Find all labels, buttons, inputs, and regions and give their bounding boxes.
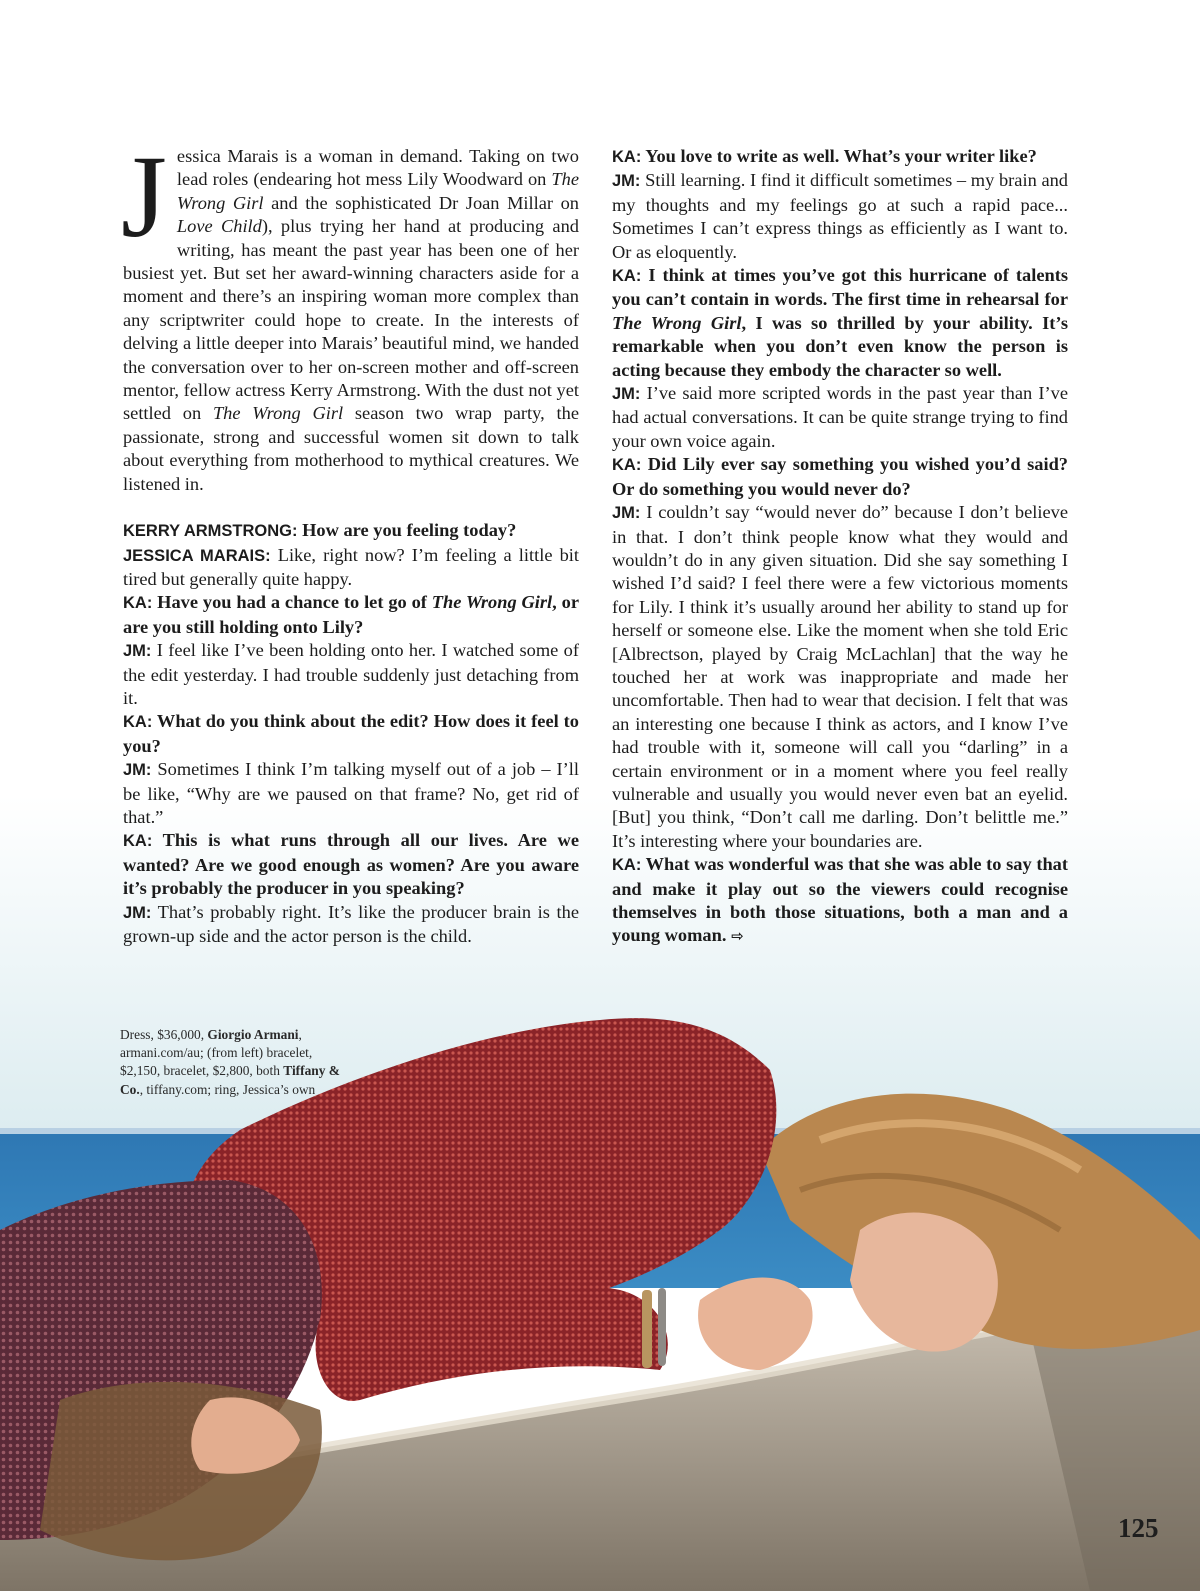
- interview-answer: [612, 169, 1068, 264]
- interview-answer: [123, 639, 579, 710]
- text-run: I couldn’t say “would never do” because I don’t believe in that. I don’t think people know what they would and wouldn’t do in any given situation. Did she say something I wished I’d said? I feel there were a few victorious moments for Lily. I think it’s usually around her ability to stand up for herself or someone else. Like the moment when she told Eric [Albrectson, played by Craig McLachlan] that the way he touched her at work was inappropriate and made her uncomfortable. Then had to wear that decision. I felt that was an interesting one because I think as actors, and I know I’ve had trouble with it, someone will call you “darling” in a certain environment or in a moment where you feel really vulnerable and usually you would never even bat an eyelid. [But] you think, “Don’t call me darling. Don’t belittle me.” It’s interesting where your boundaries are.: [612, 502, 1068, 851]
- text-run: essica Marais is a woman in demand. Taking on two lead roles (endearing hot mess Lily Woodward on: [176, 146, 579, 190]
- interview-question: [612, 853, 1068, 949]
- interview-answer: [123, 758, 579, 829]
- speaker-label: JM:: [612, 504, 641, 523]
- interview-answer: [612, 382, 1068, 453]
- speaker-label: JESSICA MARAIS:: [123, 546, 271, 565]
- text-run: Did Lily ever say something you wished you’d said? Or do something you would never do?: [612, 454, 1068, 499]
- text-run: ), plus trying her hand at producing and writing, has meant the past year has been one of her busiest yet. But set her award-winning characters aside for a moment and there’s an inspiring woman more complex than any scriptwriter could hope to create. In the interests of delving a little deeper into Marais’ beautiful mind, we handed the conversation over to her on-screen mother and off-screen mentor, fellow actress Kerry Armstrong. With the dust not yet settled on: [123, 216, 579, 424]
- speaker-label: KA:: [123, 713, 153, 732]
- text-run: What do you think about the edit? How does it feel to you?: [123, 711, 579, 756]
- interview-question: [123, 710, 579, 758]
- speaker-label: KA:: [612, 456, 642, 475]
- right-column: [612, 145, 1068, 949]
- interview-question: [612, 453, 1068, 501]
- interview-right: [612, 145, 1068, 949]
- text-run: What was wonderful was that she was able to say that and make it play out so the viewers could recognise themselves in both those situations, both a man and a young woman.: [612, 854, 1068, 946]
- interview-question: [123, 519, 579, 543]
- speaker-label: JM:: [612, 385, 641, 404]
- interview-left: [123, 519, 579, 948]
- hand-right: [698, 1278, 812, 1371]
- text-run: Dress, $36,000,: [120, 1027, 208, 1042]
- text-run: season two wrap party, the passionate, strong and successful women sit down to talk about everything from motherhood to mythical creatures. We listened in.: [123, 403, 580, 494]
- interview-question: [123, 591, 579, 639]
- text-run: , or are you still holding onto Lily?: [123, 592, 579, 637]
- interview-answer: [123, 544, 579, 592]
- continue-arrow-icon: ⇨: [731, 927, 744, 946]
- text-run: Like, right now? I’m feeling a little bit tired but generally quite happy.: [123, 544, 579, 589]
- text-run: Love Child: [176, 216, 262, 237]
- speaker-label: KA:: [612, 856, 642, 875]
- text-run: , I was so thrilled by your ability. It’s remarkable when you don’t even know the person is acting because they embody the character so well.: [612, 312, 1068, 380]
- speaker-label: KA:: [123, 832, 153, 851]
- speaker-label: KA:: [612, 148, 642, 166]
- text-run: I feel like I’ve been holding onto her. I watched some of the edit yesterday. I had trouble suddenly just detaching from it.: [123, 640, 579, 708]
- speaker-label: JM:: [123, 642, 152, 661]
- text-run: This is what runs through all our lives. Are we wanted? Are we good enough as women? Are you aware it’s probably the producer in you speaking?: [123, 830, 579, 899]
- speaker-label: KA:: [123, 594, 153, 613]
- text-run: Giorgio Armani: [207, 1027, 299, 1042]
- speaker-label: KA:: [612, 267, 642, 286]
- left-column: [121, 131, 580, 948]
- text-run: Still learning. I find it difficult sometimes – my brain and my thoughts and my feelings go at such a rapid pace... Sometimes I can’t express things as efficiently as I want to. Or as eloquently.: [612, 170, 1068, 262]
- text-run: You love to write as well. What’s your writer like?: [641, 146, 1037, 166]
- drop-cap: J: [121, 131, 167, 262]
- speaker-label: KERRY ARMSTRONG:: [123, 522, 298, 541]
- text-run: That’s probably right. It’s like the producer brain is the grown-up side and the actor person is the child.: [123, 901, 579, 946]
- interview-question: [612, 145, 1068, 169]
- text-run: Have you had a chance to let go of: [152, 592, 432, 613]
- text-run: The Wrong Girl: [176, 169, 579, 213]
- arm: [316, 1276, 668, 1401]
- intro-paragraph: [121, 131, 580, 496]
- interview-question: [123, 829, 579, 900]
- interview-answer: [123, 901, 579, 949]
- page-number: 125: [1118, 1513, 1159, 1543]
- text-run: , tiffany.com; ring, Jessica’s own: [139, 1081, 316, 1097]
- text-run: I think at times you’ve got this hurricane of talents you can’t contain in words. The first time in rehearsal for: [612, 265, 1068, 310]
- speaker-label: JM:: [123, 761, 152, 780]
- photo-caption: [120, 1026, 340, 1099]
- speaker-label: JM:: [123, 903, 152, 922]
- text-run: How are you feeling today?: [297, 520, 517, 541]
- interview-question: [612, 264, 1068, 382]
- speaker-label: JM:: [612, 172, 641, 191]
- text-run: Tiffany & Co.: [120, 1063, 340, 1097]
- text-run: The Wrong Girl: [431, 592, 553, 613]
- text-run: The Wrong Girl: [612, 312, 742, 333]
- text-run: and the sophisticated Dr Joan Millar on: [263, 192, 579, 213]
- text-run: I’ve said more scripted words in the past year than I’ve had actual conversations. It can be quite strange trying to find your own voice again.: [612, 383, 1068, 451]
- text-run: , armani.com/au; (from left) bracelet, $2,150, bracelet, $2,800, both: [120, 1027, 313, 1079]
- text-run: Sometimes I think I’m talking myself out of a job – I’ll be like, “Why are we paused on that frame? No, get rid of that.”: [123, 759, 579, 827]
- interview-answer: [612, 501, 1068, 853]
- text-run: The Wrong Girl: [212, 403, 344, 424]
